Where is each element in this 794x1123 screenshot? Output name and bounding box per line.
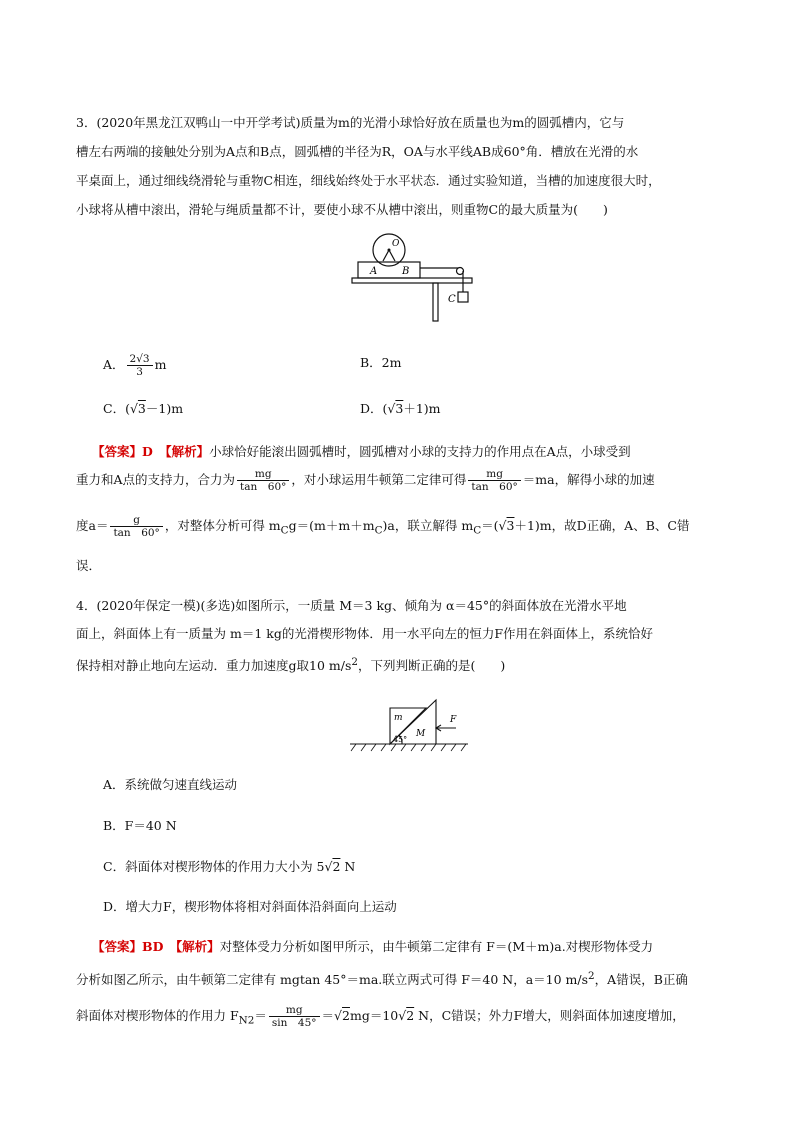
q3-option-b: B．2m (360, 355, 402, 370)
q3-answer-line-2: 重力和A点的支持力，合力为 $\frac{mg}{\tan 60^\circ}$ ，对小球运用牛顿第二定律可得 $\frac{mg}{\tan 60^\circ}$ ＝ma，解得小球的加速 (76, 468, 655, 493)
q4-line-3: 保持相对静止地向左运动．重力加速度g取10 $m/s^2$，下列判断正确的是( ) (76, 656, 506, 674)
explanation-tag: 【解析】 (165, 444, 210, 459)
q4-line-1: 4．(2020年保定一模)(多选)如图所示，一质量 M＝3 kg、倾角为 α＝45°的斜面体放在光滑水平地 (76, 598, 627, 613)
q4-answer-line-1: 【答案】BD 【解析】对整体受力分析如图甲所示，由牛顿第二定律有 F＝(M＋m)a.对楔形物体受力 (92, 939, 654, 954)
q4-answer-line-2: 分析如图乙所示，由牛顿第二定律有 mgtan 45°＝ma.联立两式可得 F＝40 N，a＝10 $m/s^2$，A错误，B正确 (76, 970, 688, 988)
q3-option-a: A． $\frac{2√3}{3}$ m (103, 353, 167, 378)
q3-answer-line-3: 度a＝ $\frac{g}{\tan 60^\circ}$ ，对整体分析可得 $m_Cg=(m+m+m_C)a$，联立解得 $m_C=(√3+1)m$，故D正确，A、B、C错 (76, 514, 690, 539)
q4-option-a: A．系统做匀速直线运动 (103, 777, 238, 792)
arc-groove-block (358, 262, 420, 278)
ground-hatching (351, 744, 466, 751)
label-m-small: m (394, 713, 403, 723)
q3-line-1: 3．(2020年黑龙江双鸭山一中开学考试)质量为m的光滑小球恰好放在质量也为m的圆弧槽内，它与 (76, 115, 625, 130)
q4-figure (346, 698, 476, 758)
q3-line-2: 槽左右两端的接触处分别为A点和B点，圆弧槽的半径为R，OA与水平线AB成60°角．槽放在光滑的水 (76, 144, 639, 159)
q3-option-c: C．(√3－1)m (103, 401, 184, 416)
q3-line-4: 小球将从槽中滚出，滑轮与绳质量都不计，要使小球不从槽中滚出，则重物C的最大质量为( ) (76, 202, 608, 217)
q3-option-d: D．(√3＋1)m (360, 401, 441, 416)
label-angle: 45° (393, 735, 408, 744)
q3-answer-line-1: 【答案】D 【解析】小球恰好能滚出圆弧槽时，圆弧槽对小球的支持力的作用点在A点，小球受到 (92, 444, 631, 459)
q4-line-2: 面上，斜面体上有一质量为 m＝1 kg的光滑楔形物体．用一水平向左的恒力F作用在斜面体上，系统恰好 (76, 626, 654, 641)
answer-tag: 【答案】BD (92, 939, 164, 954)
answer-tag: 【答案】D (92, 444, 153, 459)
q4-option-b: B．F＝40 N (103, 818, 177, 833)
q3-answer-line-4: 误． (76, 558, 102, 573)
q3-figure (340, 230, 480, 325)
q4-option-d: D．增大力F，楔形物体将相对斜面体沿斜面向上运动 (103, 899, 397, 914)
q4-answer-line-3: 斜面体对楔形物体的作用力 $F_{N2}=$ $\frac{mg}{\sin 45^\circ}$ ＝√2mg＝10√2 N，C错误；外力F增大，则斜面体加速度增加， (76, 1004, 685, 1029)
label-o: O (392, 239, 400, 249)
q4-option-c: C．斜面体对楔形物体的作用力大小为 5√2 N (103, 859, 356, 874)
weight-c (458, 292, 468, 302)
label-c: C (448, 294, 456, 305)
table-leg (433, 283, 438, 321)
label-a: A (370, 266, 378, 277)
radius-line (383, 250, 389, 261)
radius-line-2 (389, 250, 395, 261)
q3-line-3: 平桌面上，通过细线绕滑轮与重物C相连，细线始终处于水平状态．通过实验知道，当槽的加速度很大时， (76, 173, 661, 188)
label-b: B (402, 266, 410, 277)
label-force: F (450, 715, 457, 725)
explanation-tag: 【解析】 (175, 939, 220, 954)
label-m-large: M (416, 729, 426, 739)
table-top (352, 278, 472, 283)
